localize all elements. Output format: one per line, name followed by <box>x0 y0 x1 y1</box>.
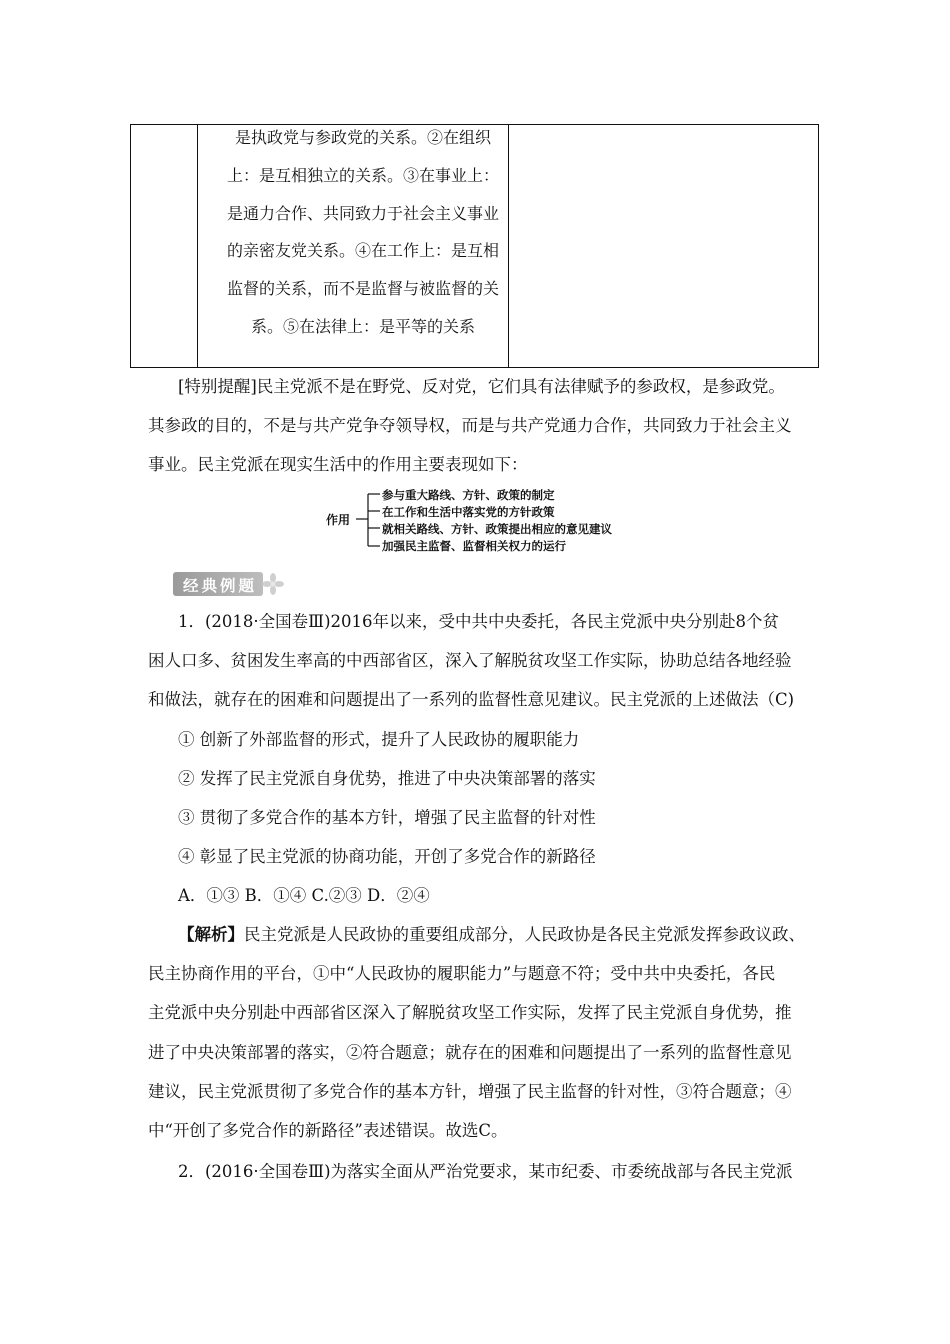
analysis-line: 主党派中央分别赴中西部省区深入了解脱贫攻坚工作实际，发挥了民主党派自身优势，推 <box>148 1003 792 1023</box>
table-line: 的亲密友党关系。④在工作上：是互相 <box>226 241 499 261</box>
analysis-line: 进了中央决策部署的落实，②符合题意；就存在的困难和问题提出了一系列的监督性意见 <box>148 1042 792 1062</box>
table-line: 监督的关系，而不是监督与被监督的关 <box>226 279 499 299</box>
answer-choices: A．①③ B．①④ C.②③ D．②④ <box>178 886 430 906</box>
special-reminder <box>148 374 828 492</box>
question-line: 和做法，就存在的困难和问题提出了一系列的监督性意见建议。民主党派的上述做法（C) <box>148 690 795 710</box>
table-column-divider <box>197 125 198 367</box>
table-line: 上：是互相独立的关系。③在事业上： <box>226 165 499 185</box>
table-line: 是执政党与参政党的关系。②在组织 <box>234 128 491 147</box>
question-line: 2．(2016·全国卷Ⅲ)为落实全面从严治党要求，某市纪委、市委统战部与各民主党派 <box>178 1162 793 1181</box>
section-banner <box>173 572 281 596</box>
question-1 <box>148 609 828 923</box>
diagram-item: 在工作和生活中落实党的方针政策 <box>382 505 555 519</box>
question-line: 1．(2018·全国卷Ⅲ)2016年以来，受中共中央委托，各民主党派中央分别赴8个贫 <box>178 612 780 631</box>
option-line: ② 发挥了民主党派自身优势，推进了中央决策部署的落实 <box>178 768 596 788</box>
analysis <box>148 922 828 1157</box>
diagram-item: 加强民主监督、监督相关权力的运行 <box>382 539 566 553</box>
table-line: 系。⑤在法律上：是平等的关系 <box>250 316 475 336</box>
analysis-line: 民主协商作用的平台，①中“人民政协的履职能力”与题意不符；受中共中央委托，各民 <box>148 964 776 984</box>
question-2 <box>148 1159 828 1198</box>
analysis-tag: 【解析】 <box>178 925 244 944</box>
reminder-line: [特别提醒]民主党派不是在野党、反对党，它们具有法律赋予的参政权，是参政党。 <box>178 377 785 396</box>
analysis-text: 民主党派是人民政协的重要组成部分，人民政协是各民主党派发挥参政议政、 <box>244 925 805 944</box>
option-line: ① 创新了外部监督的形式，提升了人民政协的履职能力 <box>178 729 580 749</box>
table-cell-text <box>209 125 517 352</box>
question-line: 困人口多、贫困发生率高的中西部省区，深入了解脱贫攻坚工作实际，协助总结各地经验 <box>148 651 792 671</box>
flower-icon <box>261 572 285 596</box>
reminder-line: 事业。民主党派在现实生活中的作用主要表现如下： <box>148 455 528 475</box>
diagram-item: 参与重大路线、方针、政策的制定 <box>382 488 555 502</box>
analysis-line: 建议，民主党派贯彻了多党合作的基本方针，增强了民主监督的针对性，③符合题意；④ <box>148 1081 792 1101</box>
reminder-line: 其参政的目的，不是与共产党争夺领导权，而是与共产党通力合作，共同致力于社会主义 <box>148 416 792 436</box>
analysis-first-line <box>148 922 828 961</box>
diagram-label: 作用 <box>326 513 351 527</box>
section-title: 经典例题 <box>183 577 258 595</box>
option-line: ③ 贯彻了多党合作的基本方针，增强了民主监督的针对性 <box>178 807 596 827</box>
analysis-line: 中“开创了多党合作的新路径”表述错误。故选C。 <box>148 1120 508 1140</box>
role-diagram <box>322 486 642 556</box>
option-line: ④ 彰显了民主党派的协商功能，开创了多党合作的新路径 <box>178 847 596 867</box>
table-line: 是通力合作、共同致力于社会主义事业 <box>226 203 499 223</box>
diagram-item: 就相关路线、方针、政策提出相应的意见建议 <box>382 522 612 536</box>
continuation-table <box>130 124 819 368</box>
